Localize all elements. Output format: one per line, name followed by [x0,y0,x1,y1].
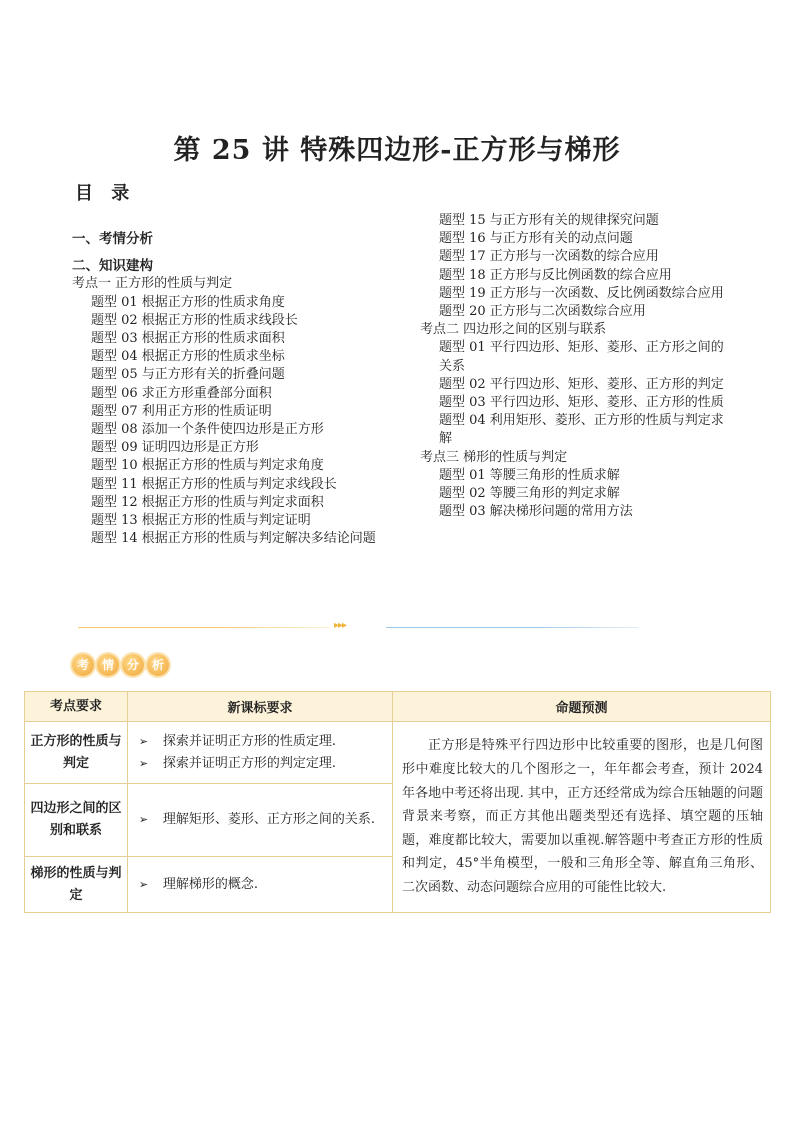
toc-item[interactable]: 题型 01 根据正方形的性质求角度 [91,294,285,310]
arrow-bullet-icon: ➢ [138,813,149,826]
arrow-bullet-icon: ➢ [138,756,149,770]
toc-item[interactable]: 题型 02 平行四边形、矩形、菱形、正方形的判定 [439,376,724,392]
requirement-item [139,874,391,896]
toc-right-column [420,212,730,521]
toc-section-analysis[interactable]: 一、考情分析 [72,231,153,247]
toc-item[interactable]: 题型 17 正方形与一次函数的综合应用 [439,249,659,265]
toc-kaodian-3[interactable]: 考点三 梯形的性质与判定 [420,449,568,465]
section-badge-analysis [72,654,169,682]
row-requirements [127,857,392,913]
header-requirements: 新课标要求 [127,692,392,722]
table-header-row [25,692,771,722]
page-title: 第 25 讲 特殊四边形-正方形与梯形 [173,135,621,166]
row-requirements [127,722,392,784]
section-divider-left [78,627,330,628]
row-point: 正方形的性质与判定 [25,722,128,784]
row-requirements [127,784,392,857]
badge-char: 分 [122,654,144,676]
requirement-item [139,809,391,831]
requirement-item [139,731,391,753]
exam-analysis-table [24,691,771,913]
prediction-cell [393,722,771,913]
prediction-text: 正方形是特殊平行四边形中比较重要的图形，也是几何图形中难度比较大的几个图形之一，年年都会考查，预计 2024 年各地中考还将出现. 其中，正方还经常成为综合压轴题的问题背景来考察，而正方其他出题类型还有选择、填空题的压轴题，难度都比较大，需要加以重视.解答题中考查正方形的性质和判定，45°半角模型，一般和三角形全等、解直角三角形、二次函数、动态问题综合应用的可能性比较大. [402,738,763,895]
toc-item[interactable]: 题型 03 根据正方形的性质求面积 [91,331,285,347]
requirement-text: 理解矩形、菱形、正方形之间的关系. [162,812,376,827]
toc-item[interactable]: 题型 02 根据正方形的性质求线段长 [91,312,298,328]
toc-heading: 目 录 [75,183,136,204]
badge-char: 析 [147,654,169,676]
toc-item[interactable]: 题型 02 等腰三角形的判定求解 [439,486,620,502]
toc-item[interactable]: 题型 12 根据正方形的性质与判定求面积 [91,494,324,510]
header-point: 考点要求 [25,692,128,722]
toc-item[interactable]: 题型 03 解决梯形问题的常用方法 [439,504,633,520]
toc-item[interactable]: 题型 07 利用正方形的性质证明 [91,403,272,419]
toc-item[interactable]: 题型 08 添加一个条件使四边形是正方形 [91,422,324,438]
table-row [25,722,771,784]
toc-item[interactable]: 题型 13 根据正方形的性质与判定证明 [91,513,311,529]
badge-char: 情 [97,654,119,676]
toc-item[interactable]: 题型 06 求正方形重叠部分面积 [91,385,272,401]
toc-item[interactable]: 题型 18 正方形与反比例函数的综合应用 [439,267,672,283]
toc-item[interactable]: 题型 01 等腰三角形的性质求解 [439,467,620,483]
toc-item[interactable]: 题型 03 平行四边形、矩形、菱形、正方形的性质 [439,395,724,411]
toc-item[interactable]: 题型 10 根据正方形的性质与判定求角度 [91,458,324,474]
toc-item[interactable]: 题型 04 利用矩形、菱形、正方形的性质与判定求解 [439,413,724,447]
toc-item[interactable]: 题型 01 平行四边形、矩形、菱形、正方形之间的关系 [439,340,724,374]
toc-kaodian-1[interactable]: 考点一 正方形的性质与判定 [72,276,233,292]
header-prediction: 命题预测 [393,692,771,722]
toc-item[interactable]: 题型 04 根据正方形的性质求坐标 [91,349,285,365]
toc-item[interactable]: 题型 16 与正方形有关的动点问题 [439,231,633,247]
row-point: 梯形的性质与判定 [25,857,128,913]
toc-kaodian-2[interactable]: 考点二 四边形之间的区别与联系 [420,322,607,338]
row-point: 四边形之间的区别和联系 [25,784,128,857]
divider-arrows-icon: ▸▸▸ [334,620,347,631]
toc-item[interactable]: 题型 20 正方形与二次函数综合应用 [439,304,646,320]
requirement-text: 探索并证明正方形的性质定理. [162,733,337,749]
badge-char: 考 [72,654,94,676]
toc-item[interactable]: 题型 15 与正方形有关的规律探究问题 [439,213,659,228]
toc-left-column [72,230,392,548]
toc-item[interactable]: 题型 19 正方形与一次函数、反比例函数综合应用 [439,285,724,301]
arrow-bullet-icon: ➢ [138,734,149,748]
toc-item[interactable]: 题型 14 根据正方形的性质与判定解决多结论问题 [91,531,376,547]
toc-item[interactable]: 题型 11 根据正方形的性质与判定求线段长 [91,476,337,492]
requirement-text: 探索并证明正方形的判定定理. [162,755,337,771]
requirement-text: 理解梯形的概念. [162,876,259,892]
requirement-item [139,753,391,775]
arrow-bullet-icon: ➢ [138,877,149,891]
toc-section-structure[interactable]: 二、知识建构 [72,258,153,275]
toc-item[interactable]: 题型 05 与正方形有关的折叠问题 [91,367,285,383]
toc-item[interactable]: 题型 09 证明四边形是正方形 [91,440,259,456]
section-divider-right [386,627,638,628]
